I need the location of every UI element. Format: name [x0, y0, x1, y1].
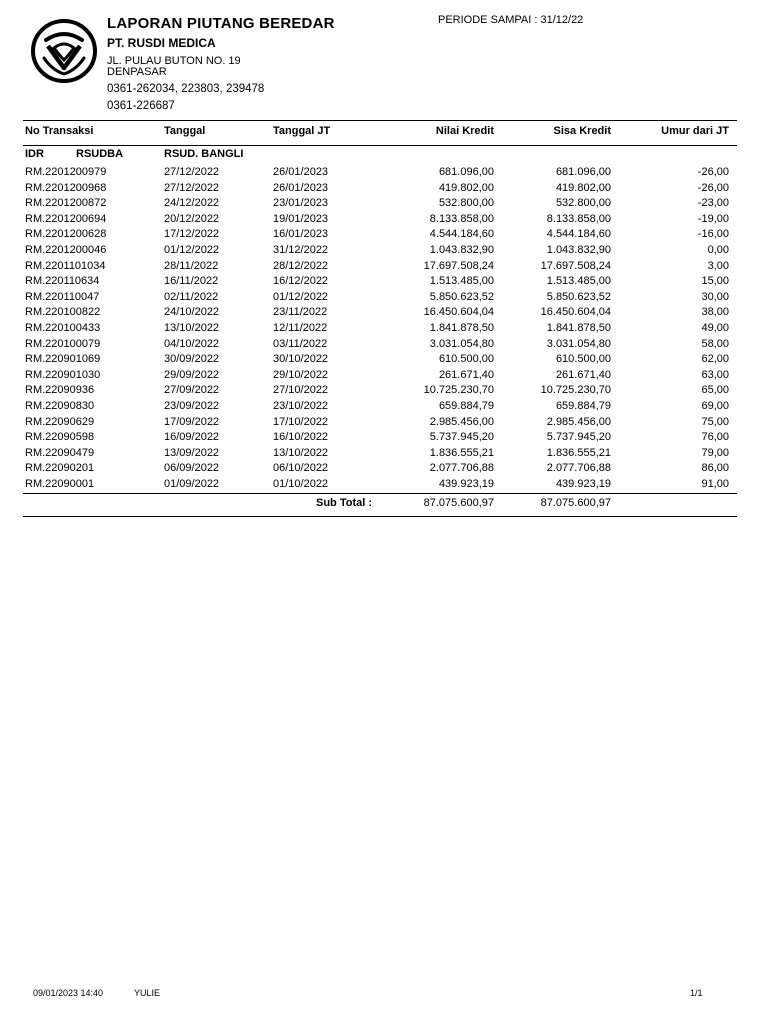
cell-umur-dari-jt: 30,00 — [701, 290, 729, 303]
cell-tanggal-jt: 01/12/2022 — [273, 290, 329, 303]
cell-no-transaksi: RM.220100433 — [25, 322, 101, 334]
cell-sisa-kredit: 681.096,00 — [555, 166, 611, 178]
cell-tanggal: 04/10/2022 — [164, 337, 220, 350]
cell-tanggal: 24/12/2022 — [164, 197, 220, 210]
cell-umur-dari-jt: 76,00 — [701, 431, 729, 444]
cell-umur-dari-jt: 49,00 — [701, 322, 729, 334]
cell-tanggal: 23/09/2022 — [164, 400, 220, 412]
cell-sisa-kredit: 2.077.706,88 — [546, 462, 611, 475]
cell-tanggal-jt: 30/10/2022 — [273, 353, 329, 366]
phone-line-1: 0361-262034, 223803, 239478 — [107, 83, 265, 95]
cell-umur-dari-jt: -19,00 — [697, 212, 729, 225]
column-header-nilai-kredit: Nilai Kredit — [435, 125, 494, 137]
table-row — [0, 416, 768, 432]
cell-nilai-kredit: 17.697.508,24 — [423, 259, 494, 272]
table-row — [0, 228, 768, 244]
cell-tanggal: 01/09/2022 — [164, 478, 220, 490]
cell-tanggal: 30/09/2022 — [164, 353, 220, 366]
cell-tanggal-jt: 17/10/2022 — [273, 415, 329, 428]
cell-nilai-kredit: 2.077.706,88 — [429, 462, 494, 475]
cell-no-transaksi: RM.2201200046 — [25, 244, 107, 256]
cell-nilai-kredit: 3.031.054,80 — [429, 337, 494, 350]
cell-no-transaksi: RM.2201200694 — [25, 212, 107, 225]
cell-tanggal: 24/10/2022 — [164, 306, 220, 319]
cell-tanggal-jt: 23/11/2022 — [273, 306, 328, 319]
cell-nilai-kredit: 419.802,00 — [438, 181, 494, 194]
cell-sisa-kredit: 8.133.858,00 — [546, 212, 611, 225]
cell-no-transaksi: RM.220110634 — [25, 275, 100, 288]
cell-tanggal: 06/09/2022 — [164, 462, 220, 475]
cell-no-transaksi: RM.22090629 — [25, 415, 95, 428]
cell-umur-dari-jt: 0,00 — [707, 244, 729, 256]
address-line-1: JL. PULAU BUTON NO. 19 — [107, 55, 241, 67]
subtotal-sisa-kredit: 87.075.600,97 — [540, 497, 611, 509]
cell-nilai-kredit: 532.800,00 — [438, 197, 494, 210]
cell-no-transaksi: RM.22090479 — [25, 446, 95, 459]
cell-tanggal-jt: 27/10/2022 — [273, 384, 329, 397]
cell-sisa-kredit: 16.450.604,04 — [540, 306, 611, 319]
cell-sisa-kredit: 261.671,40 — [555, 368, 611, 381]
cell-umur-dari-jt: -16,00 — [697, 228, 729, 241]
cell-no-transaksi: RM.220901030 — [25, 368, 101, 381]
cell-umur-dari-jt: 86,00 — [701, 462, 729, 475]
group-currency: IDR — [25, 148, 44, 160]
cell-no-transaksi: RM.2201200968 — [25, 181, 107, 194]
footer-datetime: 09/01/2023 14:40 — [33, 988, 104, 998]
cell-sisa-kredit: 1.841.878,50 — [546, 322, 611, 334]
cell-no-transaksi: RM.22090598 — [25, 431, 95, 444]
cell-tanggal-jt: 03/11/2022 — [273, 337, 328, 350]
company-logo-icon — [30, 18, 98, 84]
cell-sisa-kredit: 2.985.456,00 — [546, 415, 611, 428]
cell-tanggal-jt: 06/10/2022 — [273, 462, 329, 475]
table-row — [0, 431, 768, 447]
footer-page-number: 1/1 — [690, 988, 703, 998]
table-row — [0, 447, 768, 463]
company-name: PT. RUSDI MEDICA — [107, 36, 216, 50]
cell-sisa-kredit: 1.513.485,00 — [546, 275, 611, 288]
cell-sisa-kredit: 10.725.230,70 — [540, 384, 611, 397]
subtotal-label: Sub Total : — [316, 497, 373, 509]
cell-sisa-kredit: 532.800,00 — [555, 197, 611, 210]
cell-sisa-kredit: 610.500,00 — [555, 353, 611, 366]
cell-no-transaksi: RM.2201200872 — [25, 197, 107, 210]
table-row — [0, 306, 768, 322]
cell-umur-dari-jt: 58,00 — [701, 337, 729, 350]
cell-tanggal-jt: 19/01/2023 — [273, 212, 329, 225]
footer-user: YULIE — [134, 988, 161, 998]
cell-tanggal-jt: 23/01/2023 — [273, 197, 329, 210]
cell-nilai-kredit: 5.737.945,20 — [429, 431, 494, 444]
cell-no-transaksi: RM.22090936 — [25, 384, 95, 397]
cell-umur-dari-jt: 63,00 — [701, 368, 729, 381]
cell-no-transaksi: RM.220110047 — [25, 290, 100, 303]
cell-nilai-kredit: 681.096,00 — [438, 166, 494, 178]
group-customer-name: RSUD. BANGLI — [164, 148, 244, 160]
table-top-rule — [23, 120, 737, 121]
cell-tanggal-jt: 16/12/2022 — [273, 275, 329, 288]
cell-umur-dari-jt: -26,00 — [697, 181, 729, 194]
subtotal-nilai-kredit: 87.075.600,97 — [423, 497, 494, 509]
table-row — [0, 353, 768, 369]
cell-no-transaksi: RM.22090201 — [25, 462, 95, 475]
cell-no-transaksi: RM.22090001 — [25, 478, 95, 490]
cell-no-transaksi: RM.22090830 — [25, 400, 95, 412]
cell-sisa-kredit: 419.802,00 — [555, 181, 611, 194]
cell-nilai-kredit: 1.043.832,90 — [429, 244, 494, 256]
cell-nilai-kredit: 8.133.858,00 — [429, 212, 494, 225]
cell-tanggal: 13/09/2022 — [164, 446, 220, 459]
report-period: PERIODE SAMPAI : 31/12/22 — [438, 14, 584, 26]
cell-tanggal-jt: 12/11/2022 — [273, 322, 328, 334]
cell-tanggal: 17/12/2022 — [164, 228, 220, 241]
cell-umur-dari-jt: -26,00 — [697, 166, 729, 178]
cell-no-transaksi: RM.220901069 — [25, 353, 101, 366]
table-row — [0, 400, 768, 416]
column-header-tanggal-jt: Tanggal JT — [273, 125, 331, 137]
cell-tanggal: 17/09/2022 — [164, 415, 220, 428]
cell-nilai-kredit: 10.725.230,70 — [423, 384, 494, 397]
cell-tanggal: 16/11/2022 — [164, 275, 219, 288]
cell-nilai-kredit: 261.671,40 — [438, 368, 494, 381]
cell-tanggal-jt: 26/01/2023 — [273, 181, 329, 194]
table-row — [0, 478, 768, 494]
cell-tanggal: 01/12/2022 — [164, 244, 220, 256]
cell-sisa-kredit: 1.836.555,21 — [546, 446, 611, 459]
table-row — [0, 384, 768, 400]
column-header-sisa-kredit: Sisa Kredit — [553, 125, 611, 137]
cell-nilai-kredit: 2.985.456,00 — [429, 415, 494, 428]
cell-nilai-kredit: 1.841.878,50 — [429, 322, 494, 334]
cell-umur-dari-jt: 62,00 — [701, 353, 729, 366]
cell-tanggal-jt: 01/10/2022 — [273, 478, 329, 490]
cell-umur-dari-jt: 91,00 — [701, 478, 729, 490]
table-row — [0, 182, 768, 198]
table-header-rule — [23, 145, 737, 146]
cell-umur-dari-jt: 38,00 — [701, 306, 729, 319]
table-row — [0, 322, 768, 338]
cell-nilai-kredit: 439.923,19 — [438, 478, 494, 490]
group-customer-code: RSUDBA — [76, 148, 124, 160]
cell-tanggal-jt: 31/12/2022 — [273, 244, 329, 256]
cell-sisa-kredit: 5.737.945,20 — [546, 431, 611, 444]
table-row — [0, 338, 768, 354]
cell-no-transaksi: RM.220100822 — [25, 306, 101, 319]
column-header-tanggal: Tanggal — [164, 125, 206, 137]
cell-nilai-kredit: 5.850.623,52 — [429, 290, 494, 303]
cell-no-transaksi: RM.220100079 — [25, 337, 101, 350]
cell-sisa-kredit: 659.884,79 — [555, 400, 611, 412]
subtotal-bottom-rule — [23, 516, 737, 517]
cell-tanggal-jt: 28/12/2022 — [273, 259, 329, 272]
cell-umur-dari-jt: 15,00 — [701, 275, 729, 288]
cell-tanggal: 27/09/2022 — [164, 384, 220, 397]
cell-no-transaksi: RM.2201101034 — [25, 259, 106, 272]
column-header-umur-dari-jt: Umur dari JT — [661, 125, 729, 137]
cell-sisa-kredit: 4.544.184,60 — [546, 228, 611, 241]
cell-tanggal-jt: 16/01/2023 — [273, 228, 329, 241]
cell-nilai-kredit: 4.544.184,60 — [429, 228, 494, 241]
cell-sisa-kredit: 3.031.054,80 — [546, 337, 611, 350]
cell-tanggal-jt: 23/10/2022 — [273, 400, 329, 412]
cell-tanggal: 27/12/2022 — [164, 181, 220, 194]
cell-umur-dari-jt: 69,00 — [701, 400, 729, 412]
cell-nilai-kredit: 1.513.485,00 — [429, 275, 494, 288]
table-row — [0, 462, 768, 478]
cell-tanggal: 16/09/2022 — [164, 431, 220, 444]
cell-umur-dari-jt: -23,00 — [697, 197, 729, 210]
cell-sisa-kredit: 5.850.623,52 — [546, 290, 611, 303]
cell-tanggal: 13/10/2022 — [164, 322, 220, 334]
table-row — [0, 260, 768, 276]
cell-umur-dari-jt: 3,00 — [707, 259, 729, 272]
cell-tanggal: 27/12/2022 — [164, 166, 220, 178]
table-row — [0, 213, 768, 229]
cell-sisa-kredit: 439.923,19 — [555, 478, 611, 490]
cell-tanggal-jt: 13/10/2022 — [273, 446, 329, 459]
cell-umur-dari-jt: 75,00 — [701, 415, 729, 428]
cell-tanggal: 28/11/2022 — [164, 259, 219, 272]
cell-tanggal-jt: 16/10/2022 — [273, 431, 329, 444]
table-row — [0, 291, 768, 307]
subtotal-top-rule — [23, 493, 737, 494]
cell-tanggal: 20/12/2022 — [164, 212, 220, 225]
cell-nilai-kredit: 16.450.604,04 — [423, 306, 494, 319]
table-row — [0, 244, 768, 260]
column-header-no-transaksi: No Transaksi — [25, 125, 94, 137]
table-row — [0, 369, 768, 385]
table-row — [0, 275, 768, 291]
cell-umur-dari-jt: 65,00 — [701, 384, 729, 397]
cell-tanggal: 02/11/2022 — [164, 290, 219, 303]
address-line-2: DENPASAR — [107, 66, 167, 78]
cell-umur-dari-jt: 79,00 — [701, 446, 729, 459]
cell-tanggal: 29/09/2022 — [164, 368, 220, 381]
phone-line-2: 0361-226687 — [107, 100, 175, 112]
cell-nilai-kredit: 610.500,00 — [438, 353, 494, 366]
table-row — [0, 166, 768, 182]
cell-tanggal-jt: 29/10/2022 — [273, 368, 329, 381]
cell-nilai-kredit: 1.836.555,21 — [429, 446, 494, 459]
cell-sisa-kredit: 1.043.832,90 — [546, 244, 611, 256]
cell-no-transaksi: RM.2201200979 — [25, 166, 107, 178]
cell-nilai-kredit: 659.884,79 — [438, 400, 494, 412]
cell-tanggal-jt: 26/01/2023 — [273, 166, 329, 178]
table-row — [0, 197, 768, 213]
cell-sisa-kredit: 17.697.508,24 — [540, 259, 611, 272]
cell-no-transaksi: RM.2201200628 — [25, 228, 107, 241]
report-title: LAPORAN PIUTANG BEREDAR — [107, 15, 335, 32]
